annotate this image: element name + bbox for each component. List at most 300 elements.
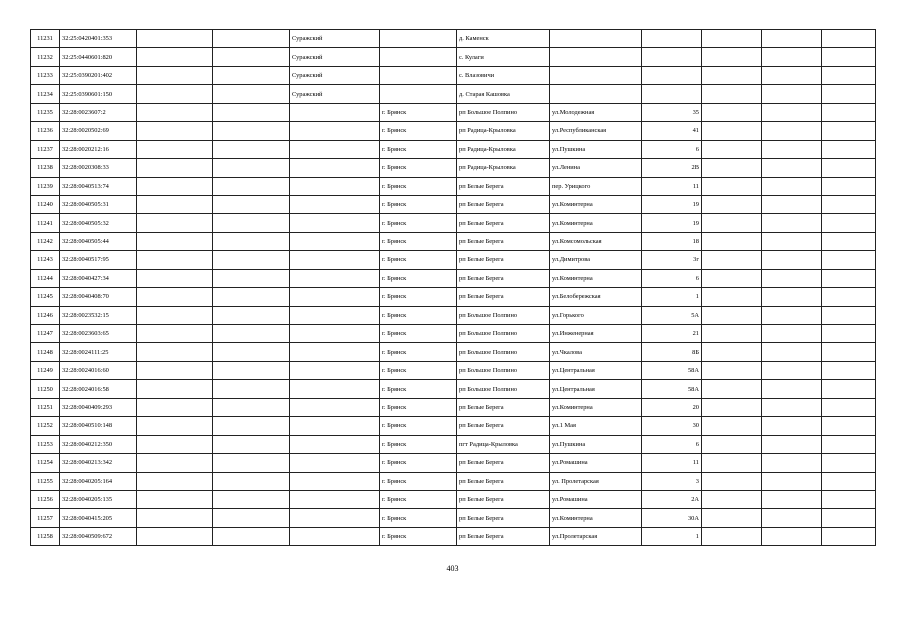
cell-district: [290, 509, 380, 527]
cell-settlement: рп Большое Полпино: [457, 380, 550, 398]
cell-city: г. Брянск: [380, 122, 457, 140]
cell-cadastral-number: 32:28:0020212:16: [60, 140, 137, 158]
cell-settlement: рп Радица-Крыловка: [457, 159, 550, 177]
cell-city: г. Брянск: [380, 490, 457, 508]
cell-cadastral-number: 32:28:0020502:69: [60, 122, 137, 140]
cell-empty: [822, 435, 876, 453]
cell-city: [380, 48, 457, 66]
cell-house-number: 6: [642, 269, 702, 287]
cell-cadastral-number: 32:28:0040213:342: [60, 454, 137, 472]
table-row: [31, 509, 876, 527]
cell-house-number: 11: [642, 454, 702, 472]
cell-empty: [213, 490, 290, 508]
cell-district: Суражский: [290, 48, 380, 66]
cell-city: г. Брянск: [380, 269, 457, 287]
table-row: [31, 251, 876, 269]
cell-empty: [702, 122, 762, 140]
cell-empty: [137, 361, 213, 379]
table-row: [31, 527, 876, 545]
cell-empty: [822, 306, 876, 324]
cell-house-number: 20: [642, 398, 702, 416]
cell-city: г. Брянск: [380, 214, 457, 232]
cell-empty: [213, 361, 290, 379]
table-row: [31, 490, 876, 508]
table-row: [31, 85, 876, 103]
cell-empty: [137, 232, 213, 250]
cell-empty: [702, 490, 762, 508]
cell-house-number: 2В: [642, 159, 702, 177]
cell-record-number: 11247: [31, 325, 60, 343]
cell-cadastral-number: 32:28:0024016:58: [60, 380, 137, 398]
cell-cadastral-number: 32:25:0420401:353: [60, 30, 137, 48]
cell-empty: [137, 454, 213, 472]
cell-empty: [822, 30, 876, 48]
cell-empty: [213, 195, 290, 213]
cell-district: Суражский: [290, 85, 380, 103]
cell-house-number: 6: [642, 140, 702, 158]
cell-street: [550, 66, 642, 84]
cell-record-number: 11245: [31, 288, 60, 306]
cell-empty: [822, 66, 876, 84]
cell-empty: [137, 509, 213, 527]
cell-empty: [213, 159, 290, 177]
cell-street: ул.Чкалова: [550, 343, 642, 361]
cell-settlement: с. Кулаги: [457, 48, 550, 66]
cell-settlement: рп Белые Берега: [457, 195, 550, 213]
cell-empty: [762, 214, 822, 232]
cell-settlement: рп Белые Берега: [457, 509, 550, 527]
cell-empty: [213, 269, 290, 287]
cell-empty: [213, 398, 290, 416]
cell-empty: [702, 251, 762, 269]
cell-settlement: д. Старая Кашовка: [457, 85, 550, 103]
cell-cadastral-number: 32:28:0040505:31: [60, 195, 137, 213]
cell-empty: [137, 306, 213, 324]
table-row: [31, 269, 876, 287]
cell-empty: [702, 417, 762, 435]
cell-empty: [702, 195, 762, 213]
cell-street: ул.Коминтерна: [550, 509, 642, 527]
cell-street: ул.Республиканская: [550, 122, 642, 140]
cell-district: [290, 251, 380, 269]
cell-cadastral-number: 32:28:0024016:60: [60, 361, 137, 379]
table-row: [31, 177, 876, 195]
cell-empty: [702, 103, 762, 121]
cell-empty: [137, 325, 213, 343]
cell-district: [290, 288, 380, 306]
cell-empty: [137, 435, 213, 453]
cell-empty: [137, 159, 213, 177]
cell-district: [290, 214, 380, 232]
cell-empty: [213, 232, 290, 250]
cell-street: ул.Комсомольская: [550, 232, 642, 250]
cell-empty: [137, 269, 213, 287]
cell-settlement: рп Большое Полпино: [457, 343, 550, 361]
cell-district: [290, 472, 380, 490]
cell-empty: [137, 490, 213, 508]
cell-street: ул.1 Мая: [550, 417, 642, 435]
cell-empty: [137, 140, 213, 158]
cell-empty: [822, 251, 876, 269]
cell-cadastral-number: 32:28:0023532:15: [60, 306, 137, 324]
cell-empty: [822, 177, 876, 195]
cell-cadastral-number: 32:28:0040205:164: [60, 472, 137, 490]
cell-house-number: 8Б: [642, 343, 702, 361]
cell-street: пер. Урицкого: [550, 177, 642, 195]
cell-empty: [213, 140, 290, 158]
cell-record-number: 11232: [31, 48, 60, 66]
cell-empty: [137, 417, 213, 435]
cell-district: [290, 269, 380, 287]
cell-city: [380, 66, 457, 84]
cell-cadastral-number: 32:25:0440601:820: [60, 48, 137, 66]
cell-settlement: рп Белые Берега: [457, 214, 550, 232]
cell-city: г. Брянск: [380, 103, 457, 121]
cell-empty: [702, 380, 762, 398]
cell-empty: [762, 103, 822, 121]
cell-settlement: рп Белые Берега: [457, 232, 550, 250]
cell-district: Суражский: [290, 66, 380, 84]
cell-empty: [762, 490, 822, 508]
cell-record-number: 11235: [31, 103, 60, 121]
cell-settlement: пгт Радица-Крыловка: [457, 435, 550, 453]
cell-empty: [822, 288, 876, 306]
cell-city: г. Брянск: [380, 417, 457, 435]
cell-empty: [213, 85, 290, 103]
cell-cadastral-number: 32:28:0040427:34: [60, 269, 137, 287]
register-table-body: [31, 30, 876, 546]
cell-city: г. Брянск: [380, 251, 457, 269]
table-row: [31, 48, 876, 66]
table-row: [31, 398, 876, 416]
cell-empty: [762, 361, 822, 379]
table-row: [31, 325, 876, 343]
cell-city: [380, 85, 457, 103]
cell-empty: [702, 269, 762, 287]
cell-record-number: 11251: [31, 398, 60, 416]
cell-empty: [213, 472, 290, 490]
cell-empty: [213, 325, 290, 343]
cell-settlement: рп Большое Полпино: [457, 103, 550, 121]
cell-empty: [762, 48, 822, 66]
cell-empty: [137, 472, 213, 490]
cell-house-number: 35: [642, 103, 702, 121]
cell-settlement: д. Каменск: [457, 30, 550, 48]
cell-empty: [213, 343, 290, 361]
cell-empty: [822, 398, 876, 416]
cell-city: г. Брянск: [380, 380, 457, 398]
cell-street: ул.Коминтерна: [550, 269, 642, 287]
cell-empty: [137, 288, 213, 306]
cell-empty: [137, 251, 213, 269]
cell-empty: [762, 85, 822, 103]
cell-street: ул.Инженерная: [550, 325, 642, 343]
cell-empty: [822, 269, 876, 287]
cell-empty: [822, 343, 876, 361]
cell-house-number: [642, 30, 702, 48]
cell-empty: [702, 66, 762, 84]
cell-empty: [822, 454, 876, 472]
cell-empty: [137, 177, 213, 195]
cell-cadastral-number: 32:25:0390201:402: [60, 66, 137, 84]
cell-city: г. Брянск: [380, 454, 457, 472]
cell-street: ул.Центральная: [550, 380, 642, 398]
cell-settlement: рп Белые Берега: [457, 417, 550, 435]
cell-empty: [762, 417, 822, 435]
cell-empty: [822, 48, 876, 66]
cell-record-number: 11241: [31, 214, 60, 232]
cell-house-number: 18: [642, 232, 702, 250]
cell-cadastral-number: 32:25:0390601:150: [60, 85, 137, 103]
cell-empty: [762, 232, 822, 250]
cell-empty: [213, 177, 290, 195]
cell-cadastral-number: 32:28:0040517:95: [60, 251, 137, 269]
cell-empty: [213, 380, 290, 398]
table-row: [31, 306, 876, 324]
cell-cadastral-number: 32:28:0020308:33: [60, 159, 137, 177]
cell-empty: [822, 509, 876, 527]
cell-empty: [762, 288, 822, 306]
cell-district: [290, 417, 380, 435]
cell-empty: [822, 490, 876, 508]
cell-district: [290, 195, 380, 213]
cell-district: [290, 177, 380, 195]
cell-empty: [762, 380, 822, 398]
cell-district: [290, 398, 380, 416]
cell-empty: [762, 454, 822, 472]
cell-empty: [762, 159, 822, 177]
cell-empty: [702, 140, 762, 158]
cell-empty: [762, 343, 822, 361]
cell-empty: [702, 159, 762, 177]
cell-empty: [822, 85, 876, 103]
table-row: [31, 30, 876, 48]
cell-house-number: 2А: [642, 490, 702, 508]
cell-empty: [702, 30, 762, 48]
cell-city: г. Брянск: [380, 343, 457, 361]
cell-empty: [822, 140, 876, 158]
cell-cadastral-number: 32:28:0040505:32: [60, 214, 137, 232]
cell-record-number: 11253: [31, 435, 60, 453]
cell-empty: [213, 306, 290, 324]
cell-record-number: 11242: [31, 232, 60, 250]
cell-house-number: 3: [642, 472, 702, 490]
cell-empty: [822, 195, 876, 213]
cell-record-number: 11252: [31, 417, 60, 435]
cell-house-number: 58А: [642, 380, 702, 398]
cell-empty: [762, 66, 822, 84]
cell-empty: [213, 66, 290, 84]
cell-district: [290, 325, 380, 343]
cell-street: [550, 48, 642, 66]
cell-district: [290, 380, 380, 398]
cell-empty: [762, 472, 822, 490]
cell-district: [290, 361, 380, 379]
cell-empty: [213, 435, 290, 453]
cell-empty: [137, 122, 213, 140]
cell-record-number: 11238: [31, 159, 60, 177]
cell-cadastral-number: 32:28:0023603:65: [60, 325, 137, 343]
cell-cadastral-number: 32:28:0040509:672: [60, 527, 137, 545]
cell-house-number: [642, 66, 702, 84]
cell-settlement: рп Белые Берега: [457, 269, 550, 287]
cell-street: ул.Белобережская: [550, 288, 642, 306]
cell-street: ул.Пушкина: [550, 435, 642, 453]
cell-record-number: 11239: [31, 177, 60, 195]
cell-settlement: с. Влазовичи: [457, 66, 550, 84]
cell-empty: [213, 103, 290, 121]
register-table: [30, 29, 876, 546]
cell-empty: [762, 325, 822, 343]
cell-house-number: 21: [642, 325, 702, 343]
table-row: [31, 417, 876, 435]
cell-settlement: рп Белые Берега: [457, 472, 550, 490]
cell-city: г. Брянск: [380, 435, 457, 453]
cell-empty: [213, 527, 290, 545]
cell-empty: [702, 361, 762, 379]
cell-record-number: 11257: [31, 509, 60, 527]
table-row: [31, 380, 876, 398]
cell-empty: [762, 398, 822, 416]
cell-city: г. Брянск: [380, 306, 457, 324]
page-number: 403: [446, 564, 459, 573]
cell-cadastral-number: 32:28:0040212:350: [60, 435, 137, 453]
cell-empty: [822, 361, 876, 379]
cell-record-number: 11255: [31, 472, 60, 490]
table-row: [31, 103, 876, 121]
cell-empty: [822, 417, 876, 435]
cell-city: г. Брянск: [380, 195, 457, 213]
cell-empty: [762, 509, 822, 527]
cell-cadastral-number: 32:28:0040409:293: [60, 398, 137, 416]
cell-empty: [822, 325, 876, 343]
cell-district: [290, 490, 380, 508]
cell-cadastral-number: 32:28:0024111:25: [60, 343, 137, 361]
cell-empty: [762, 195, 822, 213]
cell-settlement: рп Белые Берега: [457, 288, 550, 306]
cell-record-number: 11249: [31, 361, 60, 379]
cell-empty: [702, 325, 762, 343]
cell-record-number: 11256: [31, 490, 60, 508]
cell-record-number: 11244: [31, 269, 60, 287]
table-row: [31, 454, 876, 472]
cell-record-number: 11231: [31, 30, 60, 48]
cell-district: [290, 159, 380, 177]
cell-record-number: 11246: [31, 306, 60, 324]
cell-street: ул.Ромашина: [550, 454, 642, 472]
cell-street: ул.Ромашина: [550, 490, 642, 508]
cell-empty: [762, 30, 822, 48]
cell-district: [290, 527, 380, 545]
cell-street: ул. Пролетарская: [550, 472, 642, 490]
cell-empty: [702, 85, 762, 103]
cell-cadastral-number: 32:28:0023607:2: [60, 103, 137, 121]
cell-district: [290, 122, 380, 140]
cell-city: г. Брянск: [380, 140, 457, 158]
cell-cadastral-number: 32:28:0040415:205: [60, 509, 137, 527]
cell-house-number: 41: [642, 122, 702, 140]
table-row: [31, 361, 876, 379]
cell-house-number: 1: [642, 527, 702, 545]
cell-empty: [137, 398, 213, 416]
cell-house-number: 1: [642, 288, 702, 306]
cell-city: [380, 30, 457, 48]
cell-empty: [702, 214, 762, 232]
cell-city: г. Брянск: [380, 509, 457, 527]
cell-empty: [137, 195, 213, 213]
cell-empty: [822, 214, 876, 232]
cell-empty: [137, 85, 213, 103]
cell-house-number: 58А: [642, 361, 702, 379]
cell-city: г. Брянск: [380, 288, 457, 306]
table-row: [31, 232, 876, 250]
cell-district: Суражский: [290, 30, 380, 48]
cell-house-number: 11: [642, 177, 702, 195]
cell-record-number: 11258: [31, 527, 60, 545]
cell-record-number: 11237: [31, 140, 60, 158]
cell-city: г. Брянск: [380, 232, 457, 250]
cell-empty: [213, 30, 290, 48]
table-row: [31, 288, 876, 306]
cell-city: г. Брянск: [380, 398, 457, 416]
cell-empty: [762, 140, 822, 158]
cell-settlement: рп Белые Берега: [457, 177, 550, 195]
cell-house-number: 30: [642, 417, 702, 435]
cell-empty: [137, 527, 213, 545]
cell-empty: [762, 527, 822, 545]
cell-settlement: рп Белые Берега: [457, 454, 550, 472]
cell-record-number: 11254: [31, 454, 60, 472]
cell-empty: [213, 48, 290, 66]
cell-empty: [702, 177, 762, 195]
cell-district: [290, 306, 380, 324]
cell-empty: [702, 48, 762, 66]
table-row: [31, 435, 876, 453]
cell-city: г. Брянск: [380, 159, 457, 177]
cell-empty: [762, 269, 822, 287]
cell-record-number: 11240: [31, 195, 60, 213]
cell-cadastral-number: 32:28:0040408:70: [60, 288, 137, 306]
cell-empty: [702, 509, 762, 527]
cell-empty: [822, 122, 876, 140]
cell-empty: [702, 343, 762, 361]
cell-settlement: рп Радица-Крыловка: [457, 122, 550, 140]
cell-city: г. Брянск: [380, 472, 457, 490]
cell-street: ул.Коминтерна: [550, 214, 642, 232]
cell-house-number: [642, 85, 702, 103]
cell-street: ул.Молодежная: [550, 103, 642, 121]
cell-empty: [137, 380, 213, 398]
cell-empty: [762, 177, 822, 195]
cell-city: г. Брянск: [380, 325, 457, 343]
cell-empty: [702, 306, 762, 324]
cell-district: [290, 343, 380, 361]
cell-settlement: рп Большое Полпино: [457, 325, 550, 343]
cell-empty: [702, 398, 762, 416]
cell-settlement: рп Большое Полпино: [457, 306, 550, 324]
cell-empty: [137, 66, 213, 84]
cell-record-number: 11233: [31, 66, 60, 84]
cell-record-number: 11234: [31, 85, 60, 103]
table-row: [31, 159, 876, 177]
cell-district: [290, 435, 380, 453]
cell-house-number: 30А: [642, 509, 702, 527]
table-row: [31, 214, 876, 232]
cell-empty: [822, 527, 876, 545]
cell-street: ул.Димитрова: [550, 251, 642, 269]
cell-empty: [213, 288, 290, 306]
cell-house-number: 19: [642, 195, 702, 213]
